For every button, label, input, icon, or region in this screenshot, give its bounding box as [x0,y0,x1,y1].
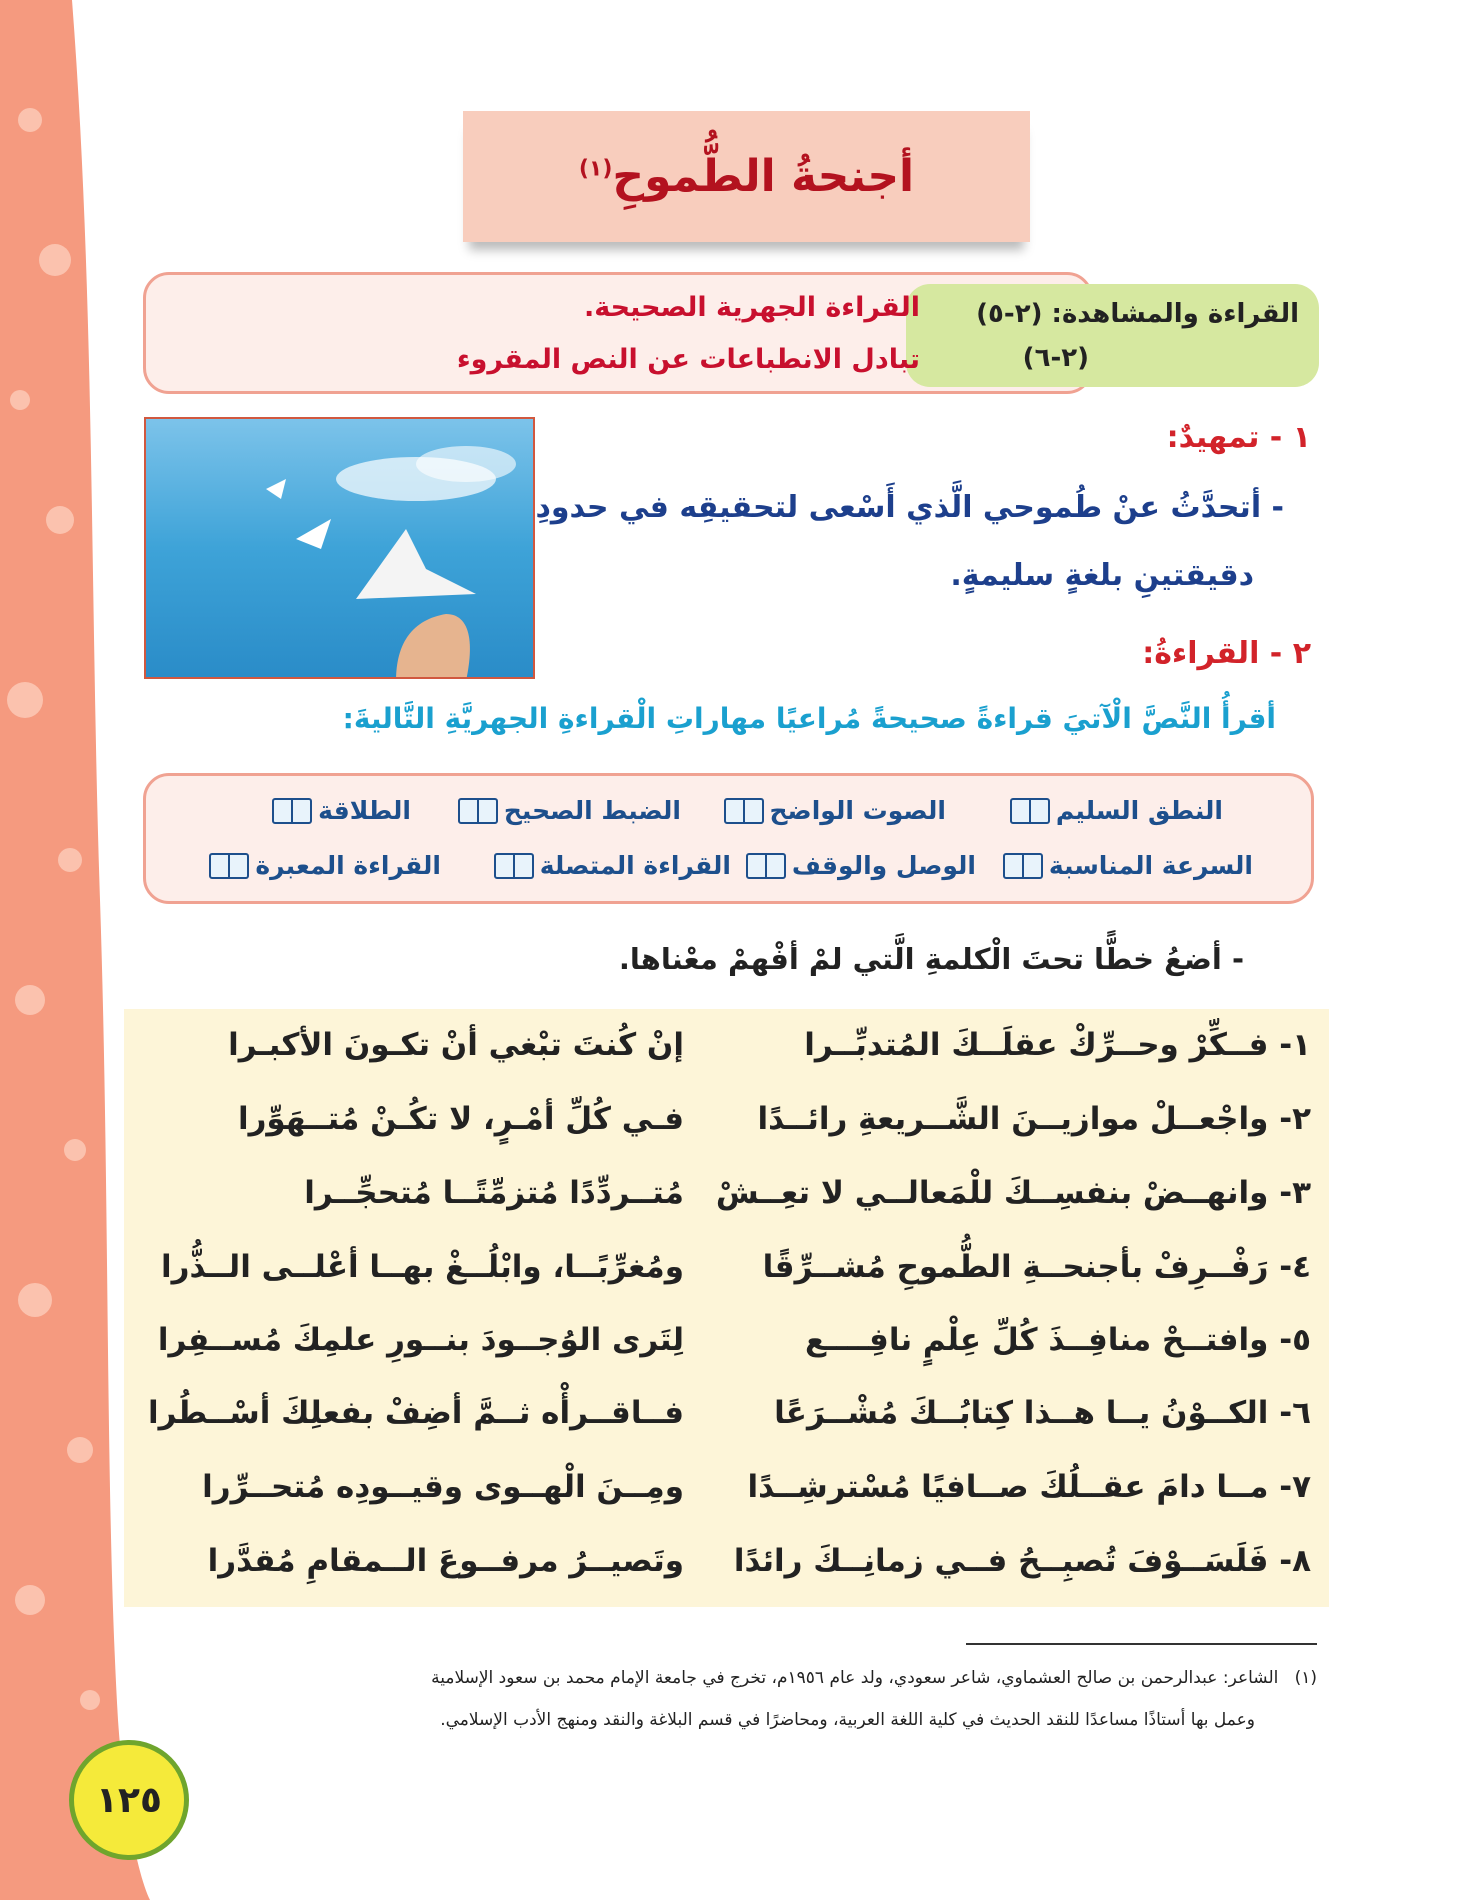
verse-first-half: ٧- مــا دامَ عقــلُكَ صــافيًا مُسْترشِــدًا [747,1469,1311,1505]
objective-item: القراءة الجهرية الصحيحة. [584,292,920,323]
objectives-label-box [906,284,1319,387]
poem-box [124,1009,1329,1607]
verse-first-half: ٢- واجْعــلْ موازيــنَ الشَّــريعةِ رائــدًا [757,1101,1311,1137]
section-1-line-1: - أتحدَّثُ عنْ طُموحي الَّذي أَسْعى لتحقيقِه في حدودِ [535,490,1284,525]
verse-first-half: ١- فــكِّرْ وحــرِّكْ عقلَــكَ المُتدبِّــرا [804,1027,1311,1063]
book-icon [209,853,249,879]
book-icon [1010,798,1050,824]
footnote-line-1 [127,1668,1317,1688]
verse-second-half: ومُغرِّبًــا، وابْلُــغْ بهــا أعْلــى الــذُّرا [160,1249,684,1285]
decorative-side-band [0,0,150,1900]
section-1-line-2: دقيقتينِ بلغةٍ سليمةٍ. [950,558,1254,593]
footnote-number: (١) [1294,1668,1317,1688]
skill-item: القراءة المتصلة [494,851,731,880]
verse-second-half: مُتــردِّدًا مُتزمِّتًــا مُتحجِّــرا [304,1175,684,1211]
skill-item: النطق السليم [1010,796,1223,825]
section-2-heading: ٢ - القراءةُ: [1142,636,1311,671]
skill-item: الطلاقة [272,796,411,825]
reading-skills-box [143,773,1314,904]
verse-first-half: ٨- فَلَسَــوْفَ تُصبِــحُ فــي زمانِــكَ رائدًا [733,1543,1311,1579]
book-icon [494,853,534,879]
verse-first-half: ٥- وافتــحْ منافِــذَ كُلِّ عِلْمٍ نافِــــع [805,1322,1311,1358]
lesson-title-box [463,111,1030,242]
objective-code: (٢-٥) [976,299,1043,329]
verse-second-half: فــاقــرأْه ثــمَّ أضِفْ بفعلِكَ أسْــطُرا [147,1395,684,1431]
objectives-label: القراءة والمشاهدة: [1051,299,1299,329]
paper-cranes-illustration [146,419,535,679]
book-icon [724,798,764,824]
footnote-divider [966,1643,1317,1645]
paper-cranes-image [144,417,535,679]
verse-first-half: ٤- رَفْــرِفْ بأجنحــةِ الطُّموحِ مُشــرِّقًا [762,1249,1311,1285]
book-icon [1003,853,1043,879]
footnote-mark: (١) [578,156,613,182]
verse-second-half: وتَصيــرُ مرفــوعَ الــمقامِ مُقدَّرا [207,1543,684,1579]
page-number: ١٢٥ [69,1740,189,1860]
book-icon [458,798,498,824]
reading-instruction: أقرأُ النَّصَّ الْآتيَ قراءةً صحيحةً مُراعيًا مهاراتِ الْقراءةِ الجهريَّةِ التَّاليةَ: [342,702,1276,735]
skill-item: السرعة المناسبة [1003,851,1253,880]
objective-item: تبادل الانطباعات عن النص المقروء [456,344,920,375]
verse-second-half: فـي كُلِّ أمْـرٍ، لا تكُـنْ مُتــهَوِّرا [237,1101,684,1137]
verse-second-half: لِتَرى الوُجــودَ بنــورِ علمِكَ مُســفِرا [157,1322,684,1358]
objective-code: (٢-٦) [1022,343,1089,373]
skill-item: الوصل والوقف [746,851,976,880]
verse-first-half: ٣- وانهــضْ بنفسِــكَ للْمَعالــي لا تعِــشْ [715,1175,1311,1211]
skill-item: القراءة المعبرة [209,851,441,880]
skill-item: الضبط الصحيح [458,796,681,825]
book-icon [746,853,786,879]
verse-second-half: ومِــنَ الْهــوى وقيــودِه مُتحــرِّرا [202,1469,684,1505]
verse-first-half: ٦- الكــوْنُ يــا هــذا كِتابُــكَ مُشْــرَعًا [774,1395,1311,1431]
lesson-title: أجنحةُ الطُّموحِ$^{(١)}$ [578,151,915,202]
skill-item: الصوت الواضح [724,796,946,825]
footnote-text: الشاعر: عبدالرحمن بن صالح العشماوي، شاعر سعودي، ولد عام ١٩٥٦م، تخرج في جامعة الإمام محمد بن سعود الإسلامية [431,1668,1279,1688]
verse-second-half: إنْ كُنتَ تبْغي أنْ تكـونَ الأكبـرا [228,1027,684,1063]
underline-task: - أضعُ خطًّا تحتَ الْكلمةِ الَّتي لمْ أفْهمْ معْناها. [618,942,1244,976]
footnote-line-2: وعمل بها أستاذًا مساعدًا للنقد الحديث في كلية اللغة العربية، ومحاضرًا في قسم البلاغة والنقد ومنهج الأدب الإسلامي. [440,1710,1255,1730]
section-1-heading: ١ - تمهيدٌ: [1166,420,1311,455]
objectives-list [457,282,920,386]
book-icon [272,798,312,824]
